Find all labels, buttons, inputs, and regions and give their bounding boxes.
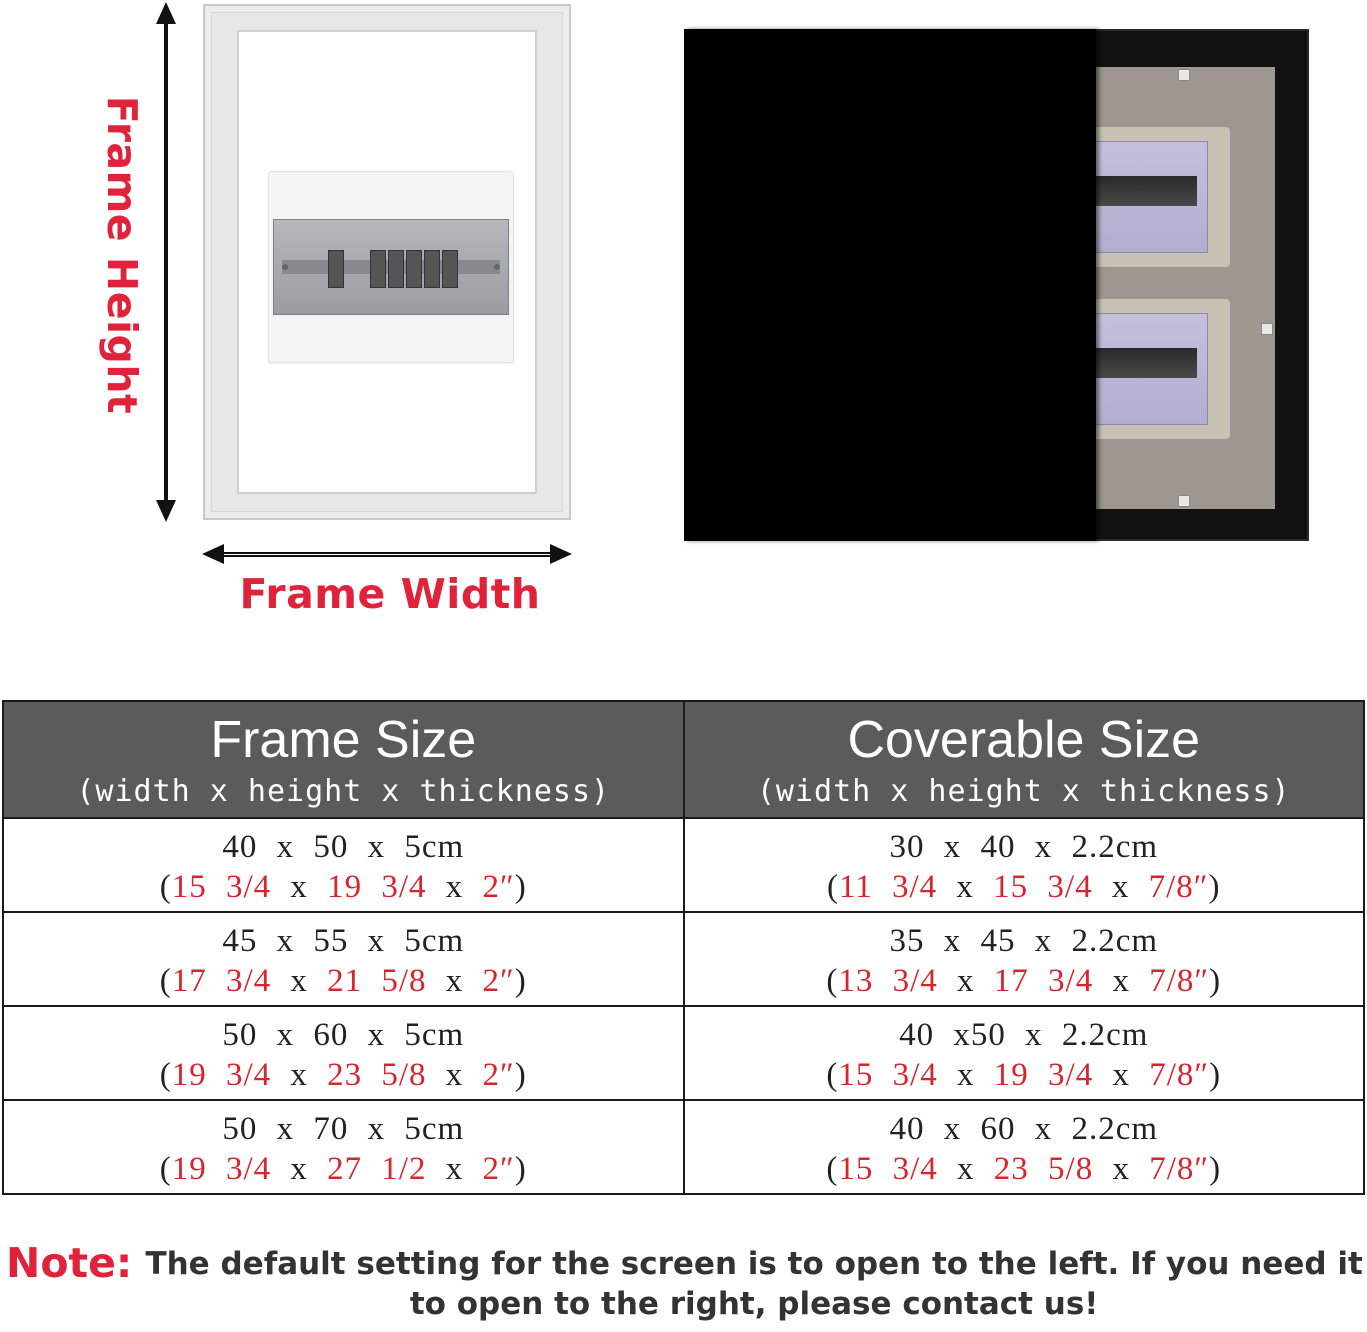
imperial-value: 2″: [482, 869, 515, 905]
header-subtitle: (width x height x thickness): [76, 774, 611, 809]
screw-icon: [282, 264, 288, 270]
imperial-value: 23 5/8: [327, 1057, 427, 1093]
imperial-value: 2″: [482, 1151, 515, 1187]
note-text: The default setting for the screen is to open to the left. If you need it to open to the right, please contact us!: [145, 1246, 1363, 1322]
frame-size-cell: [3, 912, 684, 1006]
clip-icon: [1261, 323, 1273, 335]
frame-size-cell: [3, 818, 684, 912]
imperial-value: 15 3/4: [993, 869, 1093, 905]
metric-size: 50 x 70 x 5cm: [222, 1111, 465, 1147]
clip-icon: [1178, 495, 1190, 507]
table-row: [3, 1100, 1364, 1194]
imperial-value: 2″: [482, 1057, 515, 1093]
imperial-size: (17 3/4 x 21 5/8 x 2″): [159, 963, 527, 999]
breaker-switch: [424, 250, 440, 288]
note-label: Note:: [6, 1239, 133, 1287]
imperial-value: 7/8″: [1149, 1151, 1210, 1187]
header-title: Coverable Size: [847, 711, 1201, 769]
coverable-size-cell: [684, 912, 1365, 1006]
coverable-size-cell: [684, 818, 1365, 912]
breaker-switch: [406, 250, 422, 288]
table-row: [3, 1006, 1364, 1100]
imperial-value: 15 3/4: [838, 1057, 938, 1093]
imperial-size: (15 3/4 x 19 3/4 x 7/8″): [826, 1057, 1222, 1093]
imperial-value: 7/8″: [1149, 1057, 1210, 1093]
header-title: Frame Size: [210, 711, 477, 769]
imperial-value: 15 3/4: [171, 869, 272, 905]
frame-size-cell: [3, 1100, 684, 1194]
imperial-size: (19 3/4 x 23 5/8 x 2″): [159, 1057, 527, 1093]
header-subtitle: (width x height x thickness): [756, 774, 1291, 809]
frame-illustration: [203, 4, 571, 520]
product-backing: [1092, 67, 1275, 509]
imperial-value: 7/8″: [1148, 869, 1209, 905]
imperial-value: 7/8″: [1149, 963, 1210, 999]
breaker-box-illustration: [268, 171, 514, 363]
imperial-value: 17 3/4: [993, 963, 1094, 999]
height-arrow-icon: [164, 8, 168, 516]
imperial-size: (11 3/4 x 15 3/4 x 7/8″): [826, 869, 1221, 905]
frame-height-label: Frame Height: [98, 95, 146, 415]
imperial-value: 2″: [482, 963, 515, 999]
frame-dimension-diagram: [0, 0, 620, 640]
imperial-value: 21 5/8: [327, 963, 427, 999]
header-coverable-size: [684, 701, 1365, 818]
metric-size: 40 x 50 x 5cm: [222, 829, 465, 865]
clip-icon: [1178, 69, 1190, 81]
breaker-switch: [328, 250, 344, 288]
coverable-size-cell: [684, 1100, 1365, 1194]
imperial-value: 23 5/8: [993, 1151, 1094, 1187]
metric-size: 45 x 55 x 5cm: [222, 923, 465, 959]
width-arrow-icon: [214, 552, 560, 557]
product-photo: [684, 29, 1309, 541]
product-frame: [1080, 29, 1309, 541]
metric-size: 35 x 45 x 2.2cm: [889, 923, 1159, 959]
frame-size-cell: [3, 1006, 684, 1100]
table-row: [3, 912, 1364, 1006]
imperial-value: 19 3/4: [171, 1057, 272, 1093]
imperial-size: (13 3/4 x 17 3/4 x 7/8″): [826, 963, 1222, 999]
size-table-body: [3, 818, 1364, 1194]
imperial-size: (15 3/4 x 19 3/4 x 2″): [159, 869, 527, 905]
breaker-panel-illustration: [1092, 127, 1230, 267]
breaker-panel-illustration: [1092, 299, 1230, 439]
note: [6, 1239, 1366, 1324]
metric-size: 50 x 60 x 5cm: [222, 1017, 465, 1053]
breaker-switch: [370, 250, 386, 288]
breaker-window: [273, 219, 509, 315]
screw-icon: [494, 264, 500, 270]
imperial-value: 19 3/4: [171, 1151, 272, 1187]
header-frame-size: [3, 701, 684, 818]
imperial-size: (19 3/4 x 27 1/2 x 2″): [159, 1151, 527, 1187]
imperial-value: 27 1/2: [327, 1151, 427, 1187]
metric-size: 40 x50 x 2.2cm: [899, 1017, 1149, 1053]
imperial-value: 19 3/4: [327, 869, 427, 905]
size-table: [2, 700, 1365, 1195]
breaker-switch: [388, 250, 404, 288]
sliding-cover-panel: [684, 29, 1096, 541]
breaker-switch: [442, 250, 458, 288]
metric-size: 40 x 60 x 2.2cm: [889, 1111, 1159, 1147]
imperial-size: (15 3/4 x 23 5/8 x 7/8″): [826, 1151, 1222, 1187]
table-row: [3, 818, 1364, 912]
coverable-size-cell: [684, 1006, 1365, 1100]
imperial-value: 15 3/4: [838, 1151, 938, 1187]
frame-width-label: Frame Width: [239, 570, 541, 618]
imperial-value: 11 3/4: [838, 869, 938, 905]
imperial-value: 19 3/4: [993, 1057, 1094, 1093]
imperial-value: 17 3/4: [171, 963, 272, 999]
imperial-value: 13 3/4: [838, 963, 938, 999]
metric-size: 30 x 40 x 2.2cm: [889, 829, 1159, 865]
